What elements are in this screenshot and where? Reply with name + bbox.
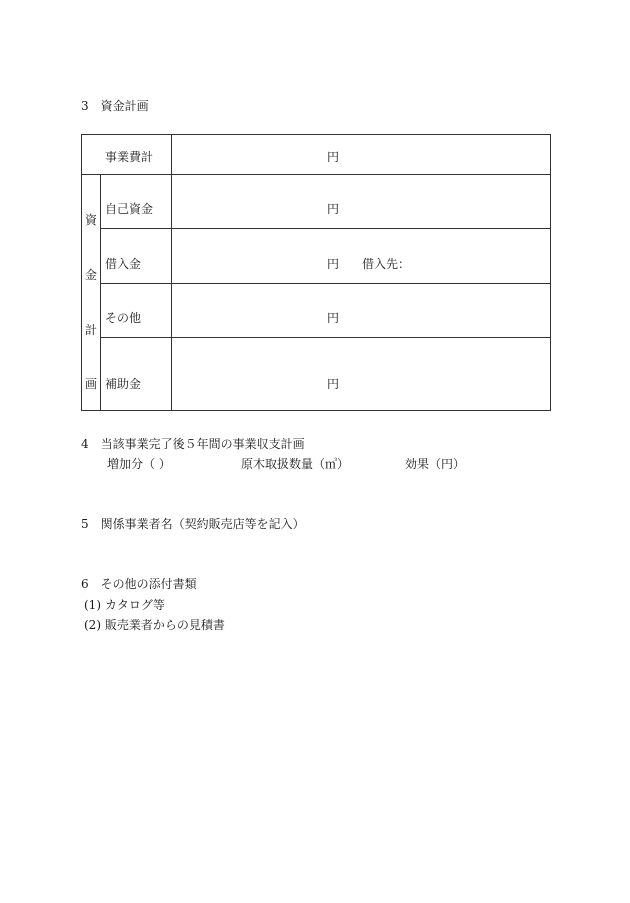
- side-char-2: 金: [85, 268, 98, 282]
- other-label: その他: [105, 311, 142, 325]
- subsidy-unit: 円: [327, 377, 340, 391]
- table-divider-side: [100, 174, 101, 410]
- fund-plan-table: [81, 134, 551, 411]
- section4-column-volume: 原木取扱数量（㎥）: [241, 457, 350, 471]
- other-unit: 円: [327, 311, 340, 325]
- section5-heading: 5 関係事業者名（契約販売店等を記入）: [81, 517, 305, 531]
- subsidy-label: 補助金: [105, 377, 142, 391]
- section4-column-effect: 効果（円）: [405, 457, 466, 471]
- table-row-line-2: [101, 228, 550, 229]
- side-char-3: 計: [85, 323, 98, 337]
- section3-heading: 3 資金計画: [81, 99, 149, 113]
- section4-heading: 4 当該事業完了後５年間の事業収支計画: [81, 437, 305, 451]
- attachment-item-1: (1) カタログ等: [84, 598, 165, 612]
- own-funds-label: 自己資金: [105, 202, 154, 216]
- table-row-line-3: [101, 283, 550, 284]
- side-char-4: 画: [85, 377, 98, 391]
- attachment-item-2: (2) 販売業者からの見積書: [84, 618, 225, 632]
- lender-label: 借入先：: [362, 257, 411, 271]
- section6-heading: 6 その他の添付書類: [81, 577, 197, 591]
- loan-label: 借入金: [105, 257, 142, 271]
- table-row-line-4: [101, 337, 550, 338]
- own-funds-unit: 円: [327, 202, 340, 216]
- loan-unit: 円: [327, 257, 340, 271]
- table-divider-label: [171, 135, 172, 410]
- side-char-1: 資: [85, 213, 98, 227]
- total-cost-unit: 円: [327, 150, 340, 164]
- total-cost-label: 事業費計: [105, 150, 154, 164]
- table-row-line-1: [82, 174, 550, 175]
- section4-column-increase: 増加分（ ）: [107, 457, 171, 471]
